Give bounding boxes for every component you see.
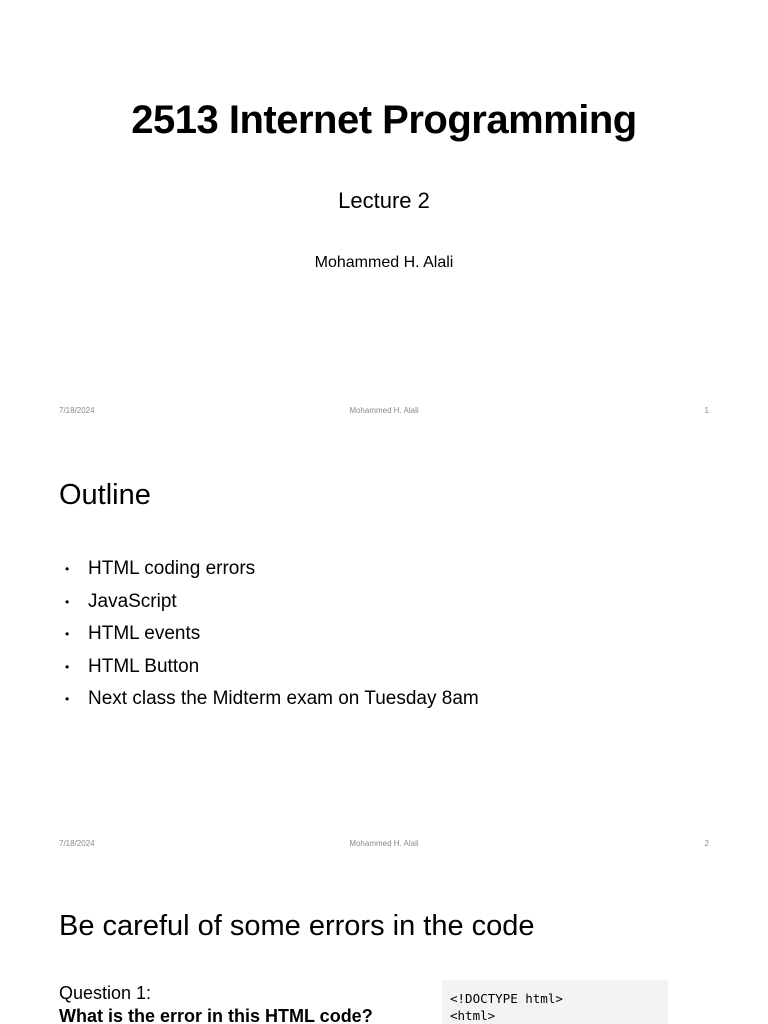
slide-footer (0, 839, 768, 851)
code-block (442, 980, 668, 1024)
footer-page-number: 1 (704, 406, 709, 415)
list-item-text: HTML coding errors (88, 558, 256, 579)
code-line: <html> (450, 1008, 496, 1023)
footer-author: Mohammed H. Alali (349, 406, 419, 415)
slide-heading: Be careful of some errors in the code (59, 910, 535, 942)
slide-footer (0, 406, 768, 418)
code-line: <!DOCTYPE html> (450, 991, 563, 1006)
question-label: Question 1: (59, 983, 152, 1003)
footer-date: 7/18/2024 (59, 406, 95, 415)
list-item-text: HTML Button (88, 655, 200, 677)
list-item-text: Next class the Midterm exam on Tuesday 8am (88, 688, 479, 709)
list-item-text: JavaScript (88, 590, 177, 612)
slide-subtitle: Lecture 2 (338, 188, 430, 213)
list-item (59, 589, 479, 622)
footer-author: Mohammed H. Alali (349, 839, 419, 848)
list-item (59, 686, 479, 719)
slide-heading: Outline (59, 479, 151, 511)
bullet-icon: • (65, 594, 70, 609)
bullet-icon: • (65, 627, 70, 641)
footer-date: 7/18/2024 (59, 839, 95, 848)
slide-title: 2513 Internet Programming (131, 98, 637, 142)
bullet-icon: • (65, 659, 70, 674)
slide-3 (0, 866, 768, 1024)
list-item (59, 621, 479, 654)
slide-1 (0, 0, 768, 433)
list-item (59, 654, 479, 687)
slide-author: Mohammed H. Alali (314, 254, 454, 271)
list-item-text: HTML events (88, 623, 201, 644)
bullet-icon: • (65, 692, 70, 706)
bullet-list (59, 556, 479, 719)
footer-page-number: 2 (704, 839, 709, 848)
question-text: What is the error in this HTML code? (59, 1006, 373, 1024)
bullet-icon: • (65, 562, 70, 576)
slide-2 (0, 433, 768, 866)
list-item (59, 556, 479, 589)
